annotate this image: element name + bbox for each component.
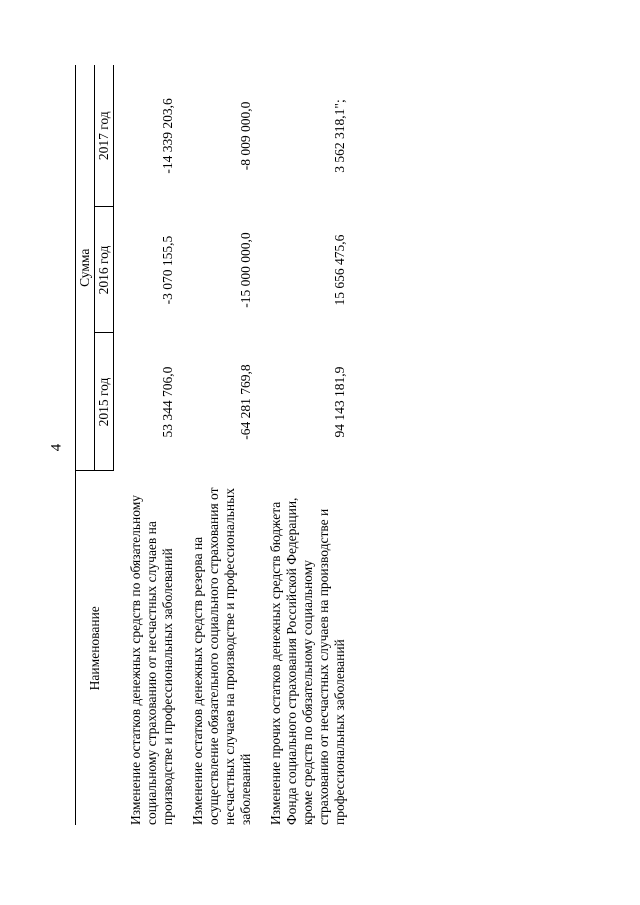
row-name: Изменение остатков денежных средств резерва на осуществление обязательного социального страхования от несчастных случаев на производстве и профессиональных заболеваний [189,487,253,825]
row-value-2017: -14 339 203,6 [159,98,175,174]
header-year-2017: 2017 год [95,65,114,207]
header-sum: Сумма [76,65,95,471]
header-year-2015: 2015 год [95,333,114,471]
table-row [176,65,254,825]
table-row [114,65,176,825]
row-value-2017: 3 562 318,1"; [331,99,347,173]
budget-table [75,65,348,825]
row-value-2015: 53 344 706,0 [159,366,175,438]
row-name: Изменение прочих остатков денежных средств бюджета Фонда социального страхования Российской Федерации, кроме средств по обязательному социальному страхованию от несчастных случаев на производстве и профессиональных заболеваний [267,497,347,825]
row-value-2015: -64 281 769,8 [237,364,253,440]
row-value-2015: 94 143 181,9 [331,366,347,438]
row-value-2016: -3 070 155,5 [159,235,175,305]
row-value-2016: 15 656 475,6 [331,234,347,306]
budget-table-rotated [75,65,395,825]
header-year-2016: 2016 год [95,207,114,333]
row-value-2016: -15 000 000,0 [237,232,253,308]
table-row [254,65,348,825]
row-value-2017: -8 009 000,0 [237,101,253,171]
row-name: Изменение остатков денежных средств по обязательному социальному страхованию от несчастных случаев на производстве и профессиональных заболеваний [127,494,175,825]
header-name: Наименование [76,471,114,825]
page-number: 4 [48,443,65,452]
